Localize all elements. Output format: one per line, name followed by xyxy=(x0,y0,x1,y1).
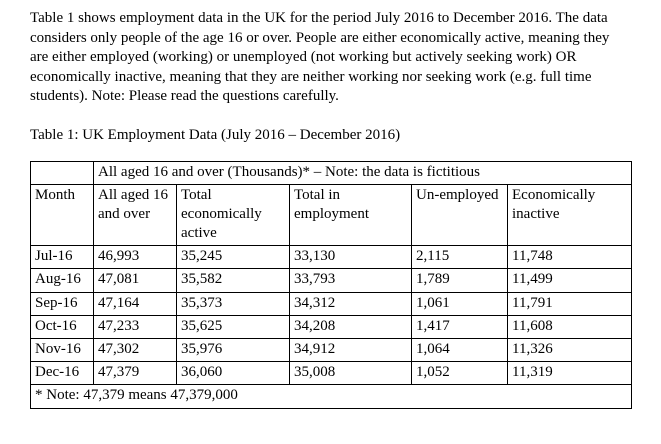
table-footnote: * Note: 47,379 means 47,379,000 xyxy=(31,385,632,408)
month-cell: Sep-16 xyxy=(31,292,94,315)
table-row xyxy=(31,292,632,315)
economically-active-cell: 35,976 xyxy=(177,339,290,362)
economically-inactive-cell: 11,608 xyxy=(508,315,632,338)
all-aged-cell: 47,081 xyxy=(94,269,177,292)
economically-active-cell: 35,245 xyxy=(177,246,290,269)
all-aged-cell: 47,302 xyxy=(94,339,177,362)
economically-inactive-cell: 11,499 xyxy=(508,269,632,292)
unemployed-cell: 1,789 xyxy=(412,269,508,292)
table-row xyxy=(31,339,632,362)
corner-cell xyxy=(31,161,94,184)
economically-inactive-cell: 11,748 xyxy=(508,246,632,269)
economically-active-cell: 36,060 xyxy=(177,362,290,385)
unemployed-cell: 1,052 xyxy=(412,362,508,385)
column-header-all-aged: All aged 16 and over xyxy=(94,184,177,246)
column-header-economically-active: Total economically active xyxy=(177,184,290,246)
footnote-row xyxy=(31,385,632,408)
economically-inactive-cell: 11,326 xyxy=(508,339,632,362)
month-cell: Oct-16 xyxy=(31,315,94,338)
column-header-unemployed: Un-employed xyxy=(412,184,508,246)
column-header-month: Month xyxy=(31,184,94,246)
in-employment-cell: 35,008 xyxy=(290,362,412,385)
in-employment-cell: 34,912 xyxy=(290,339,412,362)
table-row xyxy=(31,362,632,385)
all-aged-cell: 47,233 xyxy=(94,315,177,338)
unemployed-cell: 1,064 xyxy=(412,339,508,362)
table-row xyxy=(31,246,632,269)
month-cell: Nov-16 xyxy=(31,339,94,362)
all-aged-cell: 46,993 xyxy=(94,246,177,269)
employment-table xyxy=(30,161,632,409)
column-header-row xyxy=(31,184,632,246)
economically-inactive-cell: 11,319 xyxy=(508,362,632,385)
all-aged-cell: 47,379 xyxy=(94,362,177,385)
table-row xyxy=(31,315,632,338)
unemployed-cell: 2,115 xyxy=(412,246,508,269)
economically-active-cell: 35,625 xyxy=(177,315,290,338)
unemployed-cell: 1,061 xyxy=(412,292,508,315)
economically-active-cell: 35,582 xyxy=(177,269,290,292)
month-cell: Dec-16 xyxy=(31,362,94,385)
table-row xyxy=(31,269,632,292)
spanning-header-row xyxy=(31,161,632,184)
table-caption: Table 1: UK Employment Data (July 2016 – December 2016) xyxy=(30,126,401,143)
in-employment-cell: 34,312 xyxy=(290,292,412,315)
intro-paragraph: Table 1 shows employment data in the UK for the period July 2016 to December 2016. The data considers only people of the age 16 or over. People are either economically active, meaning they are either employed (working) or unemployed (not working but actively seeking work) OR economically inactive, meaning that they are neither working nor seeking work (e.g. full time students). Note: Please read the questions carefully. xyxy=(30,10,610,104)
unemployed-cell: 1,417 xyxy=(412,315,508,338)
month-cell: Aug-16 xyxy=(31,269,94,292)
column-header-in-employment: Total in employment xyxy=(290,184,412,246)
economically-active-cell: 35,373 xyxy=(177,292,290,315)
economically-inactive-cell: 11,791 xyxy=(508,292,632,315)
in-employment-cell: 33,130 xyxy=(290,246,412,269)
column-header-economically-inactive: Economically inactive xyxy=(508,184,632,246)
spanning-header: All aged 16 and over (Thousands)* – Note: the data is fictitious xyxy=(94,161,632,184)
month-cell: Jul-16 xyxy=(31,246,94,269)
in-employment-cell: 34,208 xyxy=(290,315,412,338)
in-employment-cell: 33,793 xyxy=(290,269,412,292)
all-aged-cell: 47,164 xyxy=(94,292,177,315)
